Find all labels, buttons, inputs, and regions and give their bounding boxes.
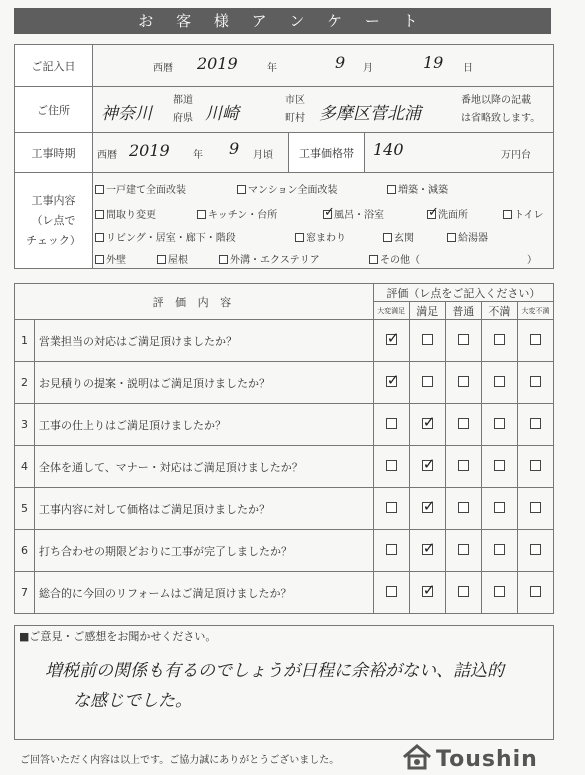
eval-question: 営業担当の対応はご満足頂けましたか？	[35, 320, 374, 362]
other-close-paren: ）	[527, 255, 537, 266]
eval-question: 総合的に今回のリフォームはご満足頂けましたか？	[35, 572, 374, 614]
eval-cell	[373, 572, 409, 614]
rating-checkbox[interactable]	[386, 418, 397, 429]
eval-cell	[517, 446, 553, 488]
option-7[interactable]	[503, 206, 544, 221]
option-2[interactable]	[387, 181, 448, 196]
rating-checkbox[interactable]	[422, 334, 433, 345]
address-city[interactable]: 川崎	[205, 104, 239, 124]
option-1-label: マンション全面改装	[248, 185, 338, 196]
period-month-suffix: 月頃	[253, 150, 273, 161]
option-14[interactable]	[219, 251, 320, 266]
eval-cell	[409, 530, 445, 572]
date-year-value[interactable]: 2019	[197, 54, 238, 73]
comments-text-line-1[interactable]: 増税前の関係も有るのでしょうが日程に余裕がない、詰込的	[45, 661, 504, 681]
eval-row-number: 3	[15, 404, 35, 446]
rating-checkbox[interactable]	[386, 334, 397, 345]
eval-cell	[445, 362, 481, 404]
eval-cell	[517, 572, 553, 614]
eval-cell	[517, 320, 553, 362]
col-satisfied: 満足	[409, 302, 445, 320]
eval-cell	[517, 404, 553, 446]
pref-label-top: 都道	[173, 95, 193, 106]
address-label: ご住所	[15, 87, 93, 133]
rating-checkbox[interactable]	[530, 334, 541, 345]
eval-row-number: 6	[15, 530, 35, 572]
eval-cell	[409, 404, 445, 446]
rating-checkbox[interactable]	[458, 544, 469, 555]
rating-checkbox[interactable]	[530, 586, 541, 597]
option-12-label: 外壁	[106, 255, 126, 266]
eval-cell	[409, 572, 445, 614]
date-month-unit: 月	[363, 63, 373, 74]
eval-cell	[373, 320, 409, 362]
option-13-label: 屋根	[168, 255, 188, 266]
eval-cell	[373, 488, 409, 530]
eval-question: 工事内容に対して価格はご満足頂けましたか？	[35, 488, 374, 530]
eval-cell	[517, 362, 553, 404]
option-12-checkbox[interactable]	[95, 255, 104, 264]
option-15[interactable]	[369, 251, 420, 266]
comments-box	[14, 625, 554, 740]
date-label: ご記入日	[15, 45, 93, 87]
rating-checkbox[interactable]	[458, 376, 469, 387]
eval-row-number: 5	[15, 488, 35, 530]
option-0[interactable]	[95, 181, 186, 196]
option-2-label: 増築・減築	[398, 185, 448, 196]
eval-cell	[481, 530, 517, 572]
address-note-1: 番地以降の記載	[461, 95, 531, 106]
option-5-label: 風呂・浴室	[334, 210, 384, 221]
eval-cell	[445, 404, 481, 446]
survey-title: お 客 様 ア ン ケ ー ト	[14, 8, 551, 34]
eval-row-3	[15, 404, 554, 446]
eval-row-number: 1	[15, 320, 35, 362]
col-very-satisfied: 大変満足	[373, 302, 409, 320]
option-11[interactable]	[447, 229, 488, 244]
eval-cell	[481, 362, 517, 404]
eval-cell	[373, 404, 409, 446]
option-8-checkbox[interactable]	[95, 233, 104, 242]
date-year-unit: 年	[267, 63, 277, 74]
rating-checkbox[interactable]	[530, 544, 541, 555]
period-year-unit: 年	[193, 150, 203, 161]
eval-question: 工事の仕上りはご満足頂けましたか？	[35, 404, 374, 446]
option-3-checkbox[interactable]	[95, 210, 104, 219]
period-month-value[interactable]: 9	[229, 139, 240, 158]
col-unsatisfied: 不満	[481, 302, 517, 320]
rating-checkbox[interactable]	[422, 502, 433, 513]
eval-cell	[481, 488, 517, 530]
rating-checkbox[interactable]	[494, 544, 505, 555]
option-9-checkbox[interactable]	[295, 233, 304, 242]
option-11-checkbox[interactable]	[447, 233, 456, 242]
option-10[interactable]	[383, 229, 414, 244]
col-very-unsatisfied: 大変不満	[517, 302, 553, 320]
eval-header-rating: 評価（レ点をご記入ください）	[373, 284, 553, 302]
eval-row-4	[15, 446, 554, 488]
rating-checkbox[interactable]	[458, 460, 469, 471]
rating-checkbox[interactable]	[494, 418, 505, 429]
option-3-label: 間取り変更	[106, 210, 156, 221]
option-8-label: リビング・居室・廊下・階段	[106, 233, 236, 244]
address-prefecture[interactable]: 神奈川	[101, 104, 152, 124]
eval-cell	[445, 320, 481, 362]
eval-question: お見積りの提案・説明はご満足頂けましたか？	[35, 362, 374, 404]
period-year-value[interactable]: 2019	[129, 141, 170, 160]
eval-cell	[517, 488, 553, 530]
option-3[interactable]	[95, 206, 156, 221]
eval-row-2	[15, 362, 554, 404]
evaluation-rows	[15, 320, 554, 614]
rating-checkbox[interactable]	[494, 586, 505, 597]
option-9-label: 窓まわり	[306, 233, 346, 244]
option-6-label: 洗面所	[438, 210, 468, 221]
eval-cell	[373, 446, 409, 488]
eval-row-1	[15, 320, 554, 362]
rating-checkbox[interactable]	[458, 334, 469, 345]
option-11-label: 給湯器	[458, 233, 488, 244]
rating-checkbox[interactable]	[458, 418, 469, 429]
rating-checkbox[interactable]	[422, 586, 433, 597]
rating-checkbox[interactable]	[530, 418, 541, 429]
date-day-value[interactable]: 19	[423, 53, 444, 72]
eval-cell	[481, 320, 517, 362]
rating-checkbox[interactable]	[494, 334, 505, 345]
option-4[interactable]	[197, 206, 277, 221]
eval-cell	[409, 362, 445, 404]
eval-row-number: 2	[15, 362, 35, 404]
eval-cell	[517, 530, 553, 572]
eval-row-6	[15, 530, 554, 572]
option-2-checkbox[interactable]	[387, 185, 396, 194]
eval-row-number: 4	[15, 446, 35, 488]
option-7-label: トイレ	[514, 210, 544, 221]
rating-checkbox[interactable]	[530, 376, 541, 387]
eval-cell	[373, 530, 409, 572]
option-1-checkbox[interactable]	[237, 185, 246, 194]
option-0-checkbox[interactable]	[95, 185, 104, 194]
work-options-cell	[93, 173, 554, 269]
option-1[interactable]	[237, 181, 338, 196]
comments-text-line-2[interactable]: な感じでした。	[73, 691, 192, 711]
option-13[interactable]	[157, 251, 188, 266]
rating-checkbox[interactable]	[422, 418, 433, 429]
rating-checkbox[interactable]	[494, 460, 505, 471]
pref-label-bottom: 府県	[173, 113, 193, 124]
address-ward[interactable]: 多摩区菅北浦	[319, 104, 421, 124]
rating-checkbox[interactable]	[530, 502, 541, 513]
customer-info-table	[14, 44, 554, 269]
eval-cell	[445, 488, 481, 530]
logo-text: Toushin	[436, 747, 538, 772]
eval-row-7	[15, 572, 554, 614]
price-value[interactable]: 140	[373, 140, 404, 159]
rating-checkbox[interactable]	[530, 460, 541, 471]
option-12[interactable]	[95, 251, 126, 266]
eval-cell	[481, 404, 517, 446]
option-10-label: 玄関	[394, 233, 414, 244]
date-era-label: 西暦	[153, 63, 173, 74]
eval-row-5	[15, 488, 554, 530]
price-label: 工事価格帯	[289, 133, 365, 173]
eval-cell	[445, 530, 481, 572]
company-logo	[402, 744, 538, 772]
footer-message: ご回答いただく内容は以上です。ご協力誠にありがとうございました。	[20, 755, 340, 766]
work-label-line-3: チェック）	[26, 233, 81, 247]
option-13-checkbox[interactable]	[157, 255, 166, 264]
rating-checkbox[interactable]	[494, 502, 505, 513]
price-unit: 万円台	[501, 150, 531, 161]
eval-cell	[373, 362, 409, 404]
option-5-checkbox[interactable]	[323, 210, 332, 219]
eval-row-number: 7	[15, 572, 35, 614]
option-0-label: 一戸建て全面改装	[106, 185, 186, 196]
date-day-unit: 日	[463, 63, 473, 74]
option-4-label: キッチン・台所	[208, 210, 278, 221]
rating-checkbox[interactable]	[422, 460, 433, 471]
eval-cell	[409, 320, 445, 362]
eval-cell	[409, 488, 445, 530]
option-7-checkbox[interactable]	[503, 210, 512, 219]
col-neutral: 普通	[445, 302, 481, 320]
address-cell	[93, 87, 554, 133]
rating-checkbox[interactable]	[386, 502, 397, 513]
rating-checkbox[interactable]	[494, 376, 505, 387]
option-4-checkbox[interactable]	[197, 210, 206, 219]
comments-label: ■ご意見・ご感想をお聞かせください。	[19, 630, 217, 643]
period-label: 工事時期	[15, 133, 93, 173]
rating-checkbox[interactable]	[458, 502, 469, 513]
city-label-top: 市区	[285, 95, 305, 106]
option-6[interactable]	[427, 206, 468, 221]
rating-checkbox[interactable]	[386, 460, 397, 471]
period-era-label: 西暦	[97, 150, 117, 161]
option-10-checkbox[interactable]	[383, 233, 392, 242]
city-label-bottom: 町村	[285, 113, 305, 124]
eval-cell	[445, 572, 481, 614]
address-note-2: は省略致します。	[461, 113, 541, 124]
period-cell	[93, 133, 289, 173]
rating-checkbox[interactable]	[422, 376, 433, 387]
rating-checkbox[interactable]	[422, 544, 433, 555]
eval-header-items: 評 価 内 容	[15, 284, 374, 320]
option-15-checkbox[interactable]	[369, 255, 378, 264]
option-8[interactable]	[95, 229, 236, 244]
work-label-line-2: （レ点で	[31, 213, 76, 227]
evaluation-table	[14, 283, 554, 614]
work-label	[15, 173, 93, 269]
eval-cell	[409, 446, 445, 488]
rating-checkbox[interactable]	[386, 376, 397, 387]
work-label-line-1: 工事内容	[31, 193, 76, 207]
date-cell	[93, 45, 554, 87]
eval-question: 全体を通して、マナー・対応はご満足頂けましたか？	[35, 446, 374, 488]
option-5[interactable]	[323, 206, 384, 221]
option-9[interactable]	[295, 229, 346, 244]
eval-cell	[481, 446, 517, 488]
eval-question: 打ち合わせの期限どおりに工事が完了しましたか？	[35, 530, 374, 572]
option-14-checkbox[interactable]	[219, 255, 228, 264]
rating-checkbox[interactable]	[386, 544, 397, 555]
eval-cell	[445, 446, 481, 488]
option-6-checkbox[interactable]	[427, 210, 436, 219]
date-month-value[interactable]: 9	[335, 53, 346, 72]
option-14-label: 外溝・エクステリア	[230, 255, 320, 266]
house-logo-icon	[402, 744, 432, 770]
price-cell	[365, 133, 554, 173]
rating-checkbox[interactable]	[386, 586, 397, 597]
rating-checkbox[interactable]	[458, 586, 469, 597]
eval-cell	[481, 572, 517, 614]
option-15-label: その他（	[380, 255, 420, 266]
